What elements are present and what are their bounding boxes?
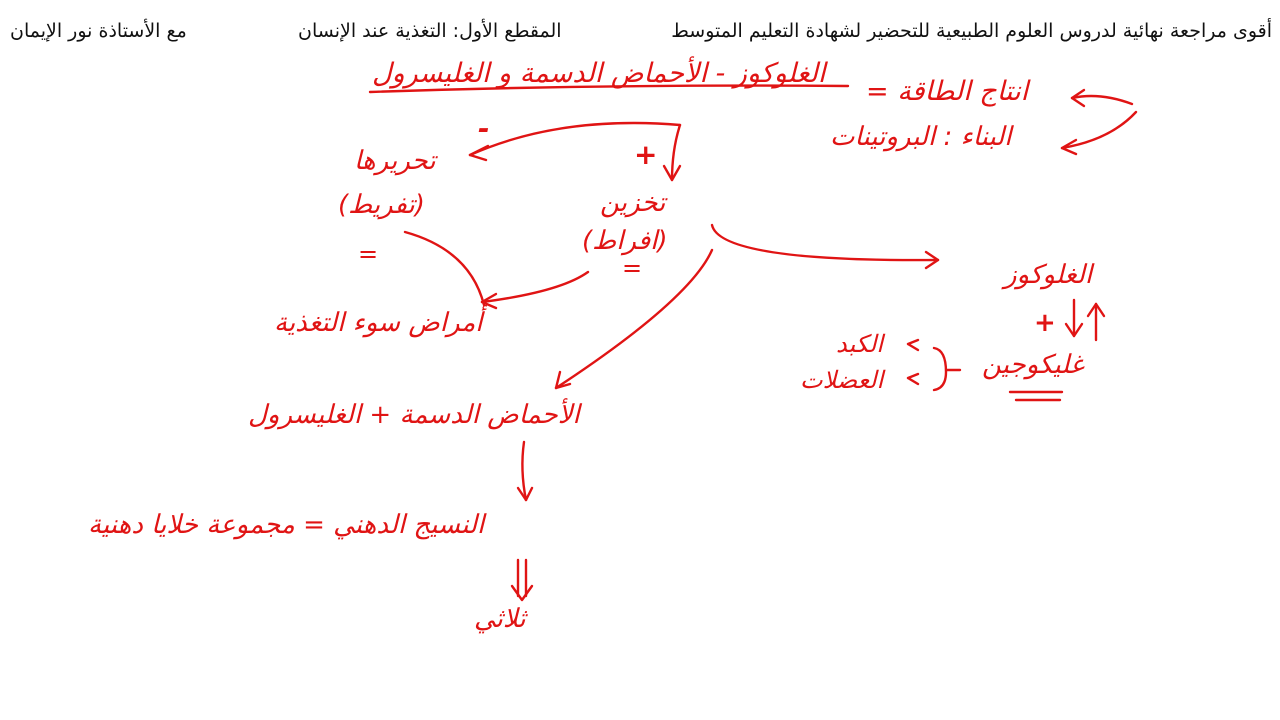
equals-2: = [622, 254, 643, 282]
plus-sign: + [634, 138, 658, 171]
arrow-to-deficit-head [470, 146, 488, 160]
glycogen-text: غليكوجين [982, 350, 1084, 380]
glycogen-underline [1010, 392, 1062, 400]
surplus-text: تخزين [600, 188, 666, 218]
fatty-acids-text: الأحماض الدسمة + الغليسرول [248, 400, 580, 430]
malnutrition-text: أمراض سوء التغذية [274, 308, 483, 338]
arrow-fatty-adipose [522, 442, 526, 500]
glycogen-bracket [934, 348, 960, 390]
surplus-paren-text: (افراط) [582, 226, 668, 256]
equals-1: = [358, 240, 379, 268]
arrow-storage-glucose [712, 225, 938, 260]
arrow-adipose-tri-head [512, 586, 532, 600]
glucose-text: الغلوكوز [1004, 260, 1093, 290]
plus-small: + [1034, 308, 1056, 338]
header-teacher: مع الأستاذة نور الإيمان [10, 20, 187, 42]
arrow-deficit-malnutrition [405, 232, 484, 305]
muscles-text: العضلات [800, 366, 884, 394]
energy-text: انتاج الطاقة = [866, 76, 1029, 107]
liver-text: الكبد [836, 330, 884, 358]
deficit-paren-text: (تفريط) [338, 190, 425, 220]
top-line-text: الغلوكوز - الأحماض الدسمة و الغليسرول [372, 58, 826, 89]
triglyceride-text: ثلاثي [474, 604, 526, 634]
header-section: المقطع الأول: التغذية عند الإنسان [298, 20, 562, 42]
arrow-adipose-tri [518, 560, 526, 596]
liver-arrow [908, 340, 918, 350]
muscles-arrow [908, 374, 918, 384]
building-text: البناء : البروتينات [830, 122, 1012, 152]
minus-sign: - [478, 112, 490, 145]
adipose-text: النسيج الدهني = مجموعة خلايا دهنية [88, 510, 485, 540]
deficit-text: تحريرها [354, 146, 436, 176]
header-title: أقوى مراجعة نهائية لدروس العلوم الطبيعية للتحضير لشهادة التعليم المتوسط [671, 20, 1272, 42]
arrow-storage-malnutrition [482, 272, 588, 302]
